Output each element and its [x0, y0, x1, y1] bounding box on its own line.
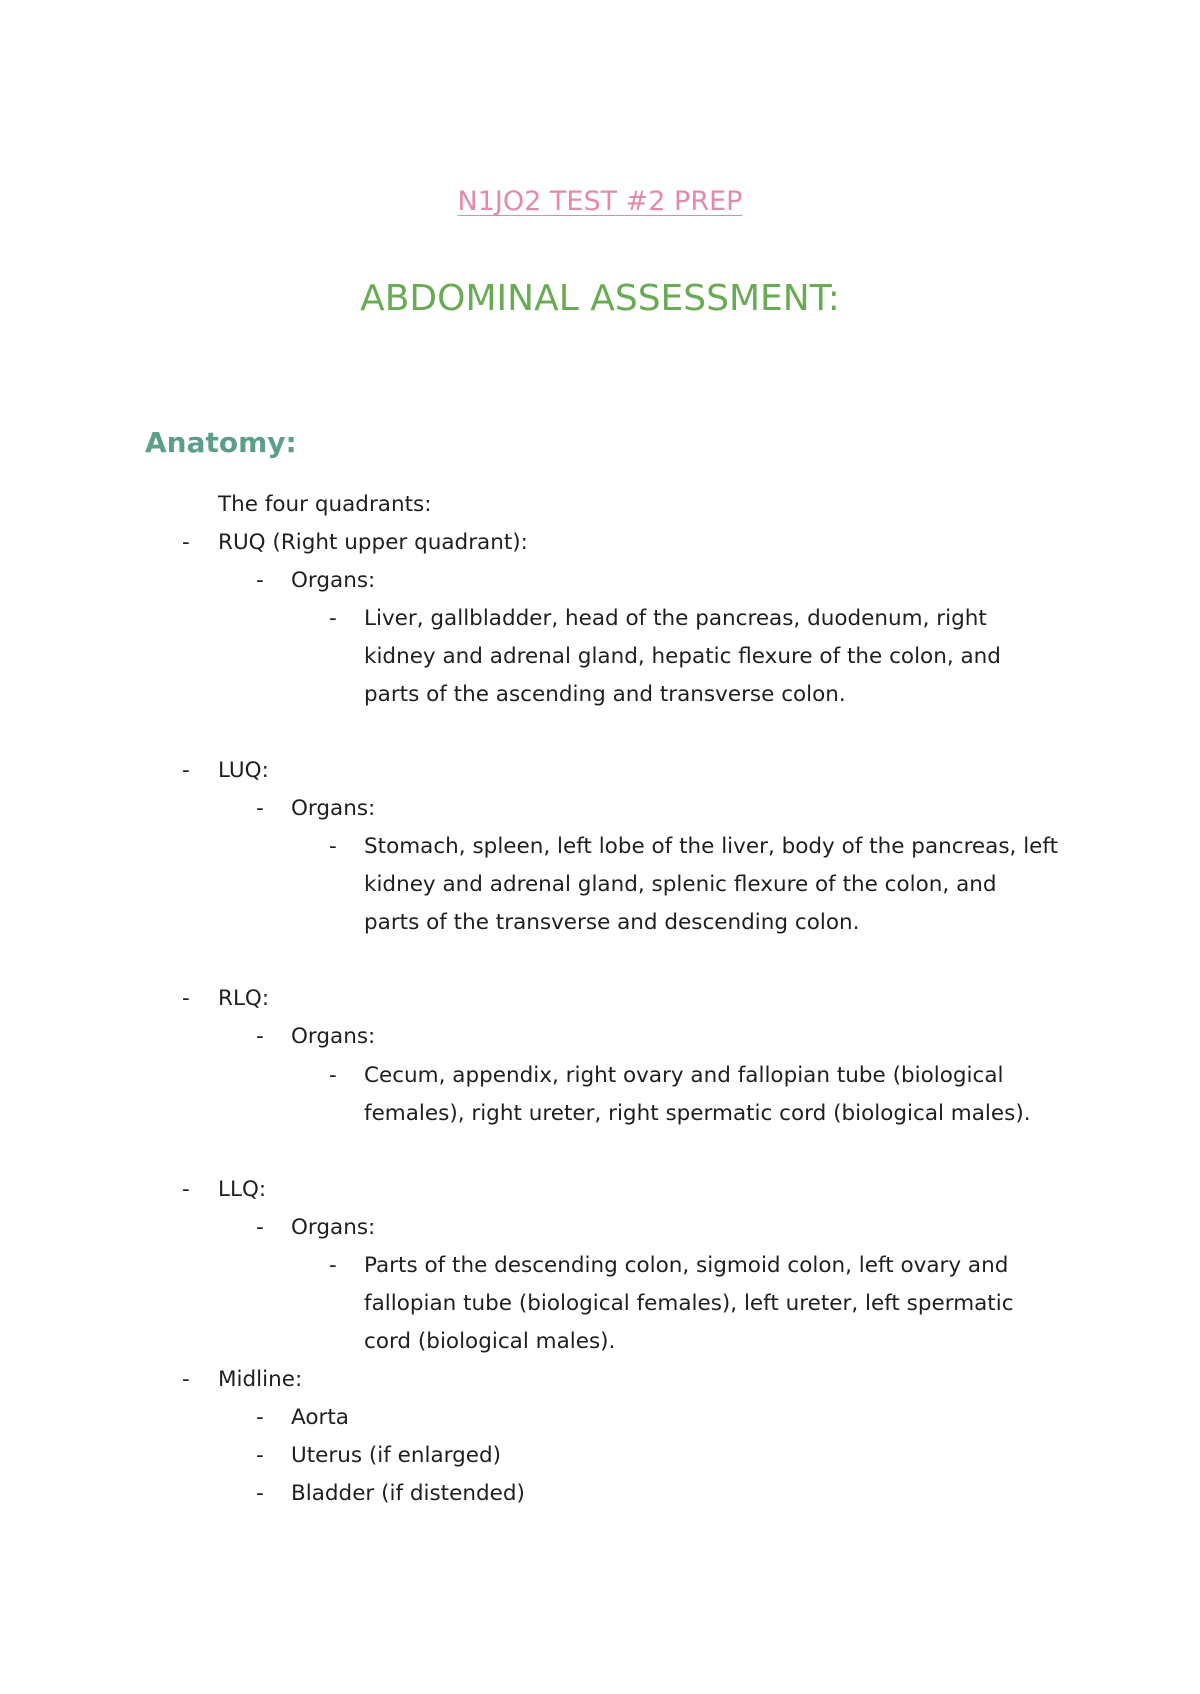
- llq-label: LLQ:: [218, 1177, 267, 1202]
- bullet-dash: -: [329, 1253, 337, 1278]
- bullet-dash: -: [329, 834, 337, 859]
- section-heading-anatomy: Anatomy:: [145, 426, 297, 459]
- rlq-label: RLQ:: [218, 986, 270, 1011]
- ruq-organs-label: Organs:: [291, 568, 376, 593]
- bullet-dash: -: [256, 1481, 264, 1506]
- bullet-dash: -: [182, 1177, 190, 1202]
- midline-item: Uterus (if enlarged): [291, 1443, 502, 1468]
- bullet-dash: -: [256, 1215, 264, 1240]
- luq-organs-label: Organs:: [291, 796, 376, 821]
- luq-organs-line: Stomach, spleen, left lobe of the liver, body of the pancreas, left: [364, 834, 1059, 859]
- bullet-dash: -: [182, 530, 190, 555]
- llq-organs-label: Organs:: [291, 1215, 376, 1240]
- bullet-dash: -: [182, 1367, 190, 1392]
- midline-item: Aorta: [291, 1405, 349, 1430]
- luq-organs-line: kidney and adrenal gland, splenic flexure of the colon, and: [364, 872, 997, 897]
- bullet-dash: -: [182, 758, 190, 783]
- bullet-dash: -: [256, 796, 264, 821]
- ruq-organs-line: parts of the ascending and transverse colon.: [364, 682, 846, 707]
- midline-label: Midline:: [218, 1367, 303, 1392]
- rlq-organs-line: females), right ureter, right spermatic cord (biological males).: [364, 1101, 1031, 1126]
- bullet-dash: -: [256, 568, 264, 593]
- rlq-organs-line: Cecum, appendix, right ovary and fallopian tube (biological: [364, 1063, 1004, 1088]
- llq-organs-line: Parts of the descending colon, sigmoid colon, left ovary and: [364, 1253, 1009, 1278]
- bullet-dash: -: [256, 1024, 264, 1049]
- rlq-organs-label: Organs:: [291, 1024, 376, 1049]
- llq-organs-line: fallopian tube (biological females), left ureter, left spermatic: [364, 1291, 1014, 1316]
- bullet-dash: -: [256, 1443, 264, 1468]
- bullet-dash: -: [182, 986, 190, 1011]
- llq-organs-line: cord (biological males).: [364, 1329, 616, 1354]
- bullet-dash: -: [329, 606, 337, 631]
- ruq-organs-line: kidney and adrenal gland, hepatic flexure of the colon, and: [364, 644, 1001, 669]
- midline-item: Bladder (if distended): [291, 1481, 525, 1506]
- bullet-dash: -: [256, 1405, 264, 1430]
- ruq-organs-line: Liver, gallbladder, head of the pancreas, duodenum, right: [364, 606, 987, 631]
- intro-text: The four quadrants:: [218, 492, 432, 517]
- document-heading: ABDOMINAL ASSESSMENT:: [360, 278, 840, 319]
- luq-label: LUQ:: [218, 758, 269, 783]
- luq-organs-line: parts of the transverse and descending colon.: [364, 910, 860, 935]
- document-title: N1JO2 TEST #2 PREP: [457, 186, 743, 217]
- ruq-label: RUQ (Right upper quadrant):: [218, 530, 528, 555]
- bullet-dash: -: [329, 1063, 337, 1088]
